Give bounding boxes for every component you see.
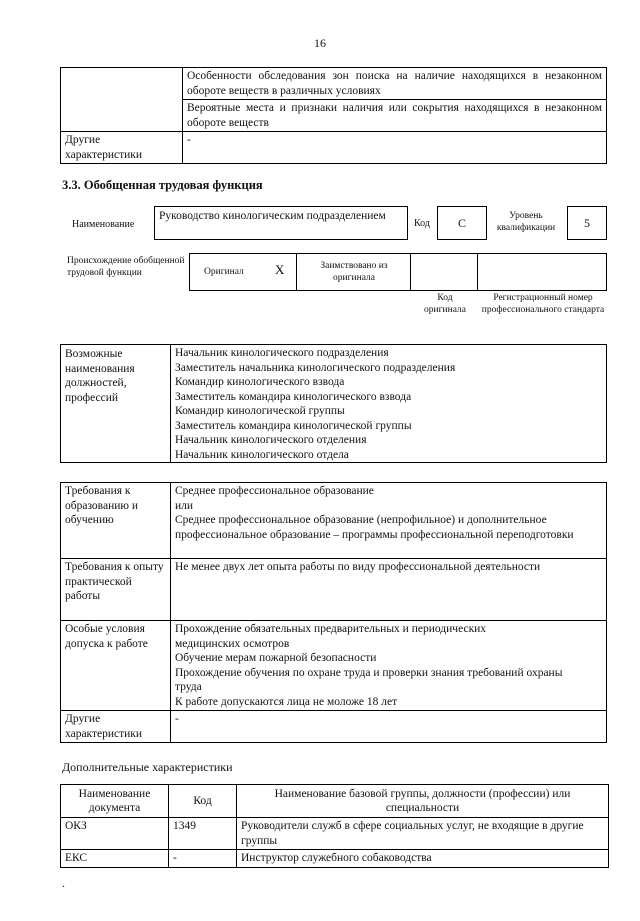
positions-table	[60, 344, 607, 463]
position-item: Командир кинологического взвода	[175, 376, 345, 388]
additional-cell: Инструктор служебного собаководства	[237, 850, 609, 868]
position-item: Начальник кинологического отдела	[175, 448, 349, 461]
origin-divider	[477, 253, 478, 291]
requirement-value	[171, 621, 607, 711]
level-value-box: 5	[567, 206, 607, 240]
positions-list	[171, 345, 607, 463]
original-mark: X	[275, 262, 285, 277]
name-label: Наименование	[72, 219, 135, 230]
requirement-label: Особые условия допуска к работе	[61, 621, 171, 711]
requirement-line: Обучение мерам пожарной безопасности	[175, 652, 377, 664]
requirement-value	[171, 483, 607, 559]
positions-label: Возможные наименования должностей, профессий	[61, 345, 171, 463]
requirement-line: К работе допускаются лица не моложе 18 лет	[175, 695, 398, 708]
requirement-line: Прохождение обучения по охране труда и проверки знания требований охраны труда	[175, 666, 563, 693]
position-item: Заместитель командира кинологической группы	[175, 419, 412, 432]
requirement-label: Требования к образованию и обучению	[61, 483, 171, 559]
borrowed-label: Заимствовано из оригинала	[320, 261, 388, 283]
requirement-line: Не менее двух лет опыта работы по виду профессиональной деятельности	[175, 561, 541, 573]
requirement-line: или	[175, 499, 194, 512]
code-original-label: Код оригинала	[424, 293, 466, 315]
additional-cell: ОКЗ	[61, 818, 169, 850]
requirement-value	[171, 559, 607, 621]
position-item: Начальник кинологического подразделения	[175, 347, 389, 359]
top-table	[60, 67, 607, 164]
section-title: 3.3. Обобщенная трудовая функция	[62, 178, 263, 192]
position-item: Заместитель командира кинологического взвода	[175, 390, 412, 403]
additional-cell: Руководители служб в сфере социальных услуг, не входящие в другие группы	[237, 818, 609, 850]
additional-cell: 1349	[169, 818, 237, 850]
top-table-left-cell	[61, 68, 183, 132]
requirement-value	[171, 711, 607, 743]
requirement-label: Другие характеристики	[61, 711, 171, 743]
code-label: Код	[414, 218, 430, 229]
additional-cell: -	[169, 850, 237, 868]
page-number: 16	[314, 36, 326, 50]
top-table-cell: -	[183, 132, 607, 164]
requirement-line: Прохождение обязательных предварительных и периодических медицинских осмотров	[175, 623, 487, 650]
position-item: Заместитель начальника кинологического подразделения	[175, 361, 456, 374]
origin-divider	[410, 253, 411, 291]
requirement-line: -	[175, 713, 179, 725]
additional-table	[60, 784, 609, 868]
requirements-table	[60, 482, 607, 743]
original-label: Оригинал	[204, 267, 244, 277]
origin-label: Происхождение обобщенной трудовой функции	[67, 256, 185, 278]
additional-header: Код	[169, 785, 237, 818]
function-name-box: Руководство кинологическим подразделением	[154, 206, 408, 240]
additional-header: Наименование документа	[61, 785, 169, 818]
requirement-label: Требования к опыту практической работы	[61, 559, 171, 621]
top-table-cell: Вероятные места и признаки наличия или сокрытия находящихся в незаконном обороте веществ	[183, 100, 607, 132]
additional-cell: ЕКС	[61, 850, 169, 868]
level-label: Уровень квалификации	[496, 211, 556, 233]
top-table-cell: Особенности обследования зон поиска на наличие находящихся в незаконном обороте веществ в различных условиях	[183, 68, 607, 100]
footer-mark: .	[62, 876, 65, 890]
requirement-line: Среднее профессиональное образование (непрофильное) и дополнительное профессиональное образование – программы профессиональной переподготовки	[175, 514, 574, 541]
code-value-box: C	[437, 206, 487, 240]
position-item: Начальник кинологического отделения	[175, 434, 367, 446]
additional-header: Наименование базовой группы, должности (профессии) или специальности	[237, 785, 609, 818]
requirement-line: Среднее профессиональное образование	[175, 485, 374, 497]
additional-title: Дополнительные характеристики	[62, 760, 233, 774]
position-item: Командир кинологической группы	[175, 405, 345, 417]
top-table-label: Другие характеристики	[61, 132, 183, 164]
reg-number-label: Регистрационный номер профессионального стандарта	[481, 293, 605, 315]
origin-divider	[296, 253, 297, 291]
